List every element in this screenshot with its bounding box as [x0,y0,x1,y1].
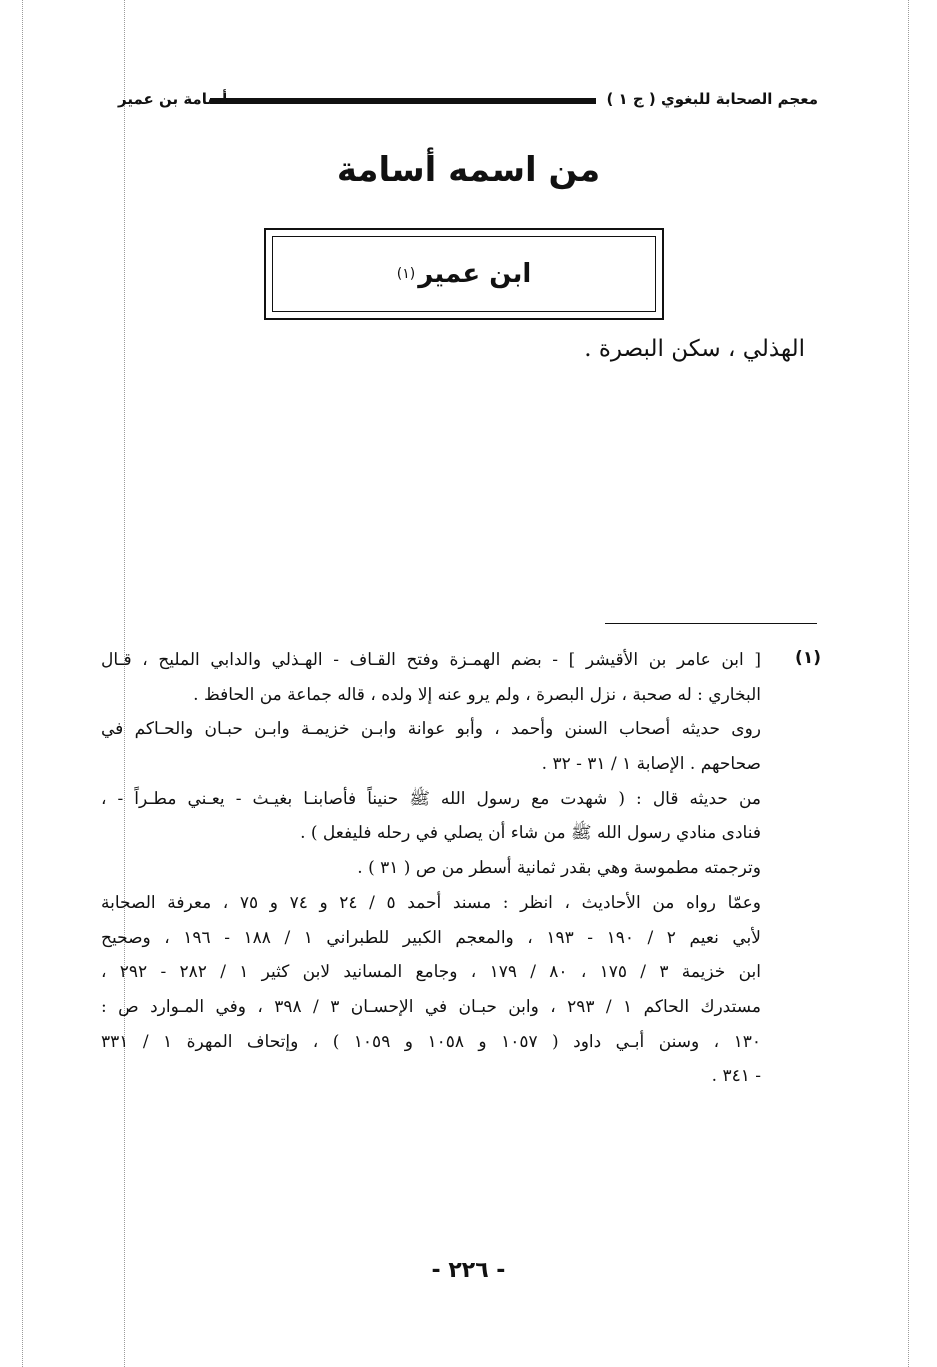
running-header-entry-title: أسامة بن عمير [118,90,228,108]
footnote-line: لأبي نعيم ٢ / ١٩٠ - ١٩٣ ، والمعجم الكبير للطبراني ١ / ١٨٨ - ١٩٦ ، وصحيح [101,927,761,948]
entry-name-box [264,228,664,320]
entry-bio: الهذلي ، سكن البصرة . [584,336,805,362]
footnote-line: ١٣٠ ، وسنن أبـي داود ( ١٠٥٧ و ١٠٥٨ و ١٠٥٩ ) ، وإتحاف المهرة ١ / ٣٣١ [101,1031,761,1052]
running-header-book-title: معجم الصحابة للبغوي ( ج ١ ) [606,90,818,108]
entry-footnote-ref: (١) [396,266,416,282]
running-header [118,86,818,116]
footnote-line: ابن خزيمة ٣ / ١٧٥ ، ٨٠ / ١٧٩ ، وجامع المسانيد لابن كثير ١ / ٢٨٢ - ٢٩٢ ، [101,962,761,983]
entry-name-box-inner [272,236,656,312]
page-number: - ٢٢٦ - [431,1258,506,1283]
footnote-line: مستدرك الحاكم ١ / ٢٩٣ ، وابن حبـان في الإحسـان ٣ / ٣٩٨ ، وفي المـوارد ص : [101,996,761,1017]
footnote-line: وترجمته مطموسة وهي بقدر ثمانية أسطر من ص ( ٣١ ) . [357,858,761,879]
footnote-line: وعمّا رواه من الأحاديث ، انظر : مسند أحمد ٥ / ٢٤ و ٧٤ و ٧٥ ، معرفة الصحابة [101,892,761,913]
footnote-line: - ٣٤١ . [711,1066,761,1087]
section-title: من اسمه أسامة [336,150,601,190]
running-header-rule [210,98,596,104]
footnote-body [101,643,761,1094]
footnote-line: روى حديثه أصحاب السنن وأحمد ، وأبو عوانة وابـن خزيمـة وابـن حبـان والحـاكم في [101,719,761,740]
scan-guide-line-right [908,0,909,1367]
footnote-line: فنادى منادي رسول الله ﷺ من شاء أن يصلي في رحله فليفعل ) . [300,823,761,844]
scan-guide-line-left [22,0,23,1367]
footnote-line: من حديثه قال : ( شهدت مع رسول الله ﷺ حنيناً فأصابنـا بغيـث - يعـني مطـراً - ، [101,788,761,809]
footnote-line: صحاحهم . الإصابة ١ / ٣١ - ٣٢ . [541,754,761,775]
footnote-line: البخاري : له صحبة ، نزل البصرة ، ولم يرو عنه إلا ولده ، قاله جماعة من الحافظ . [193,684,761,705]
entry-name: ابن عمير [418,259,532,289]
footnote-marker: (١) [795,648,821,668]
footnote-separator [605,623,817,624]
footnote-line: [ ابن عامر بن الأقيشر ] - بضم الهمـزة وفتح القـاف - الهـذلي والدابي المليح ، قـال [101,650,761,670]
